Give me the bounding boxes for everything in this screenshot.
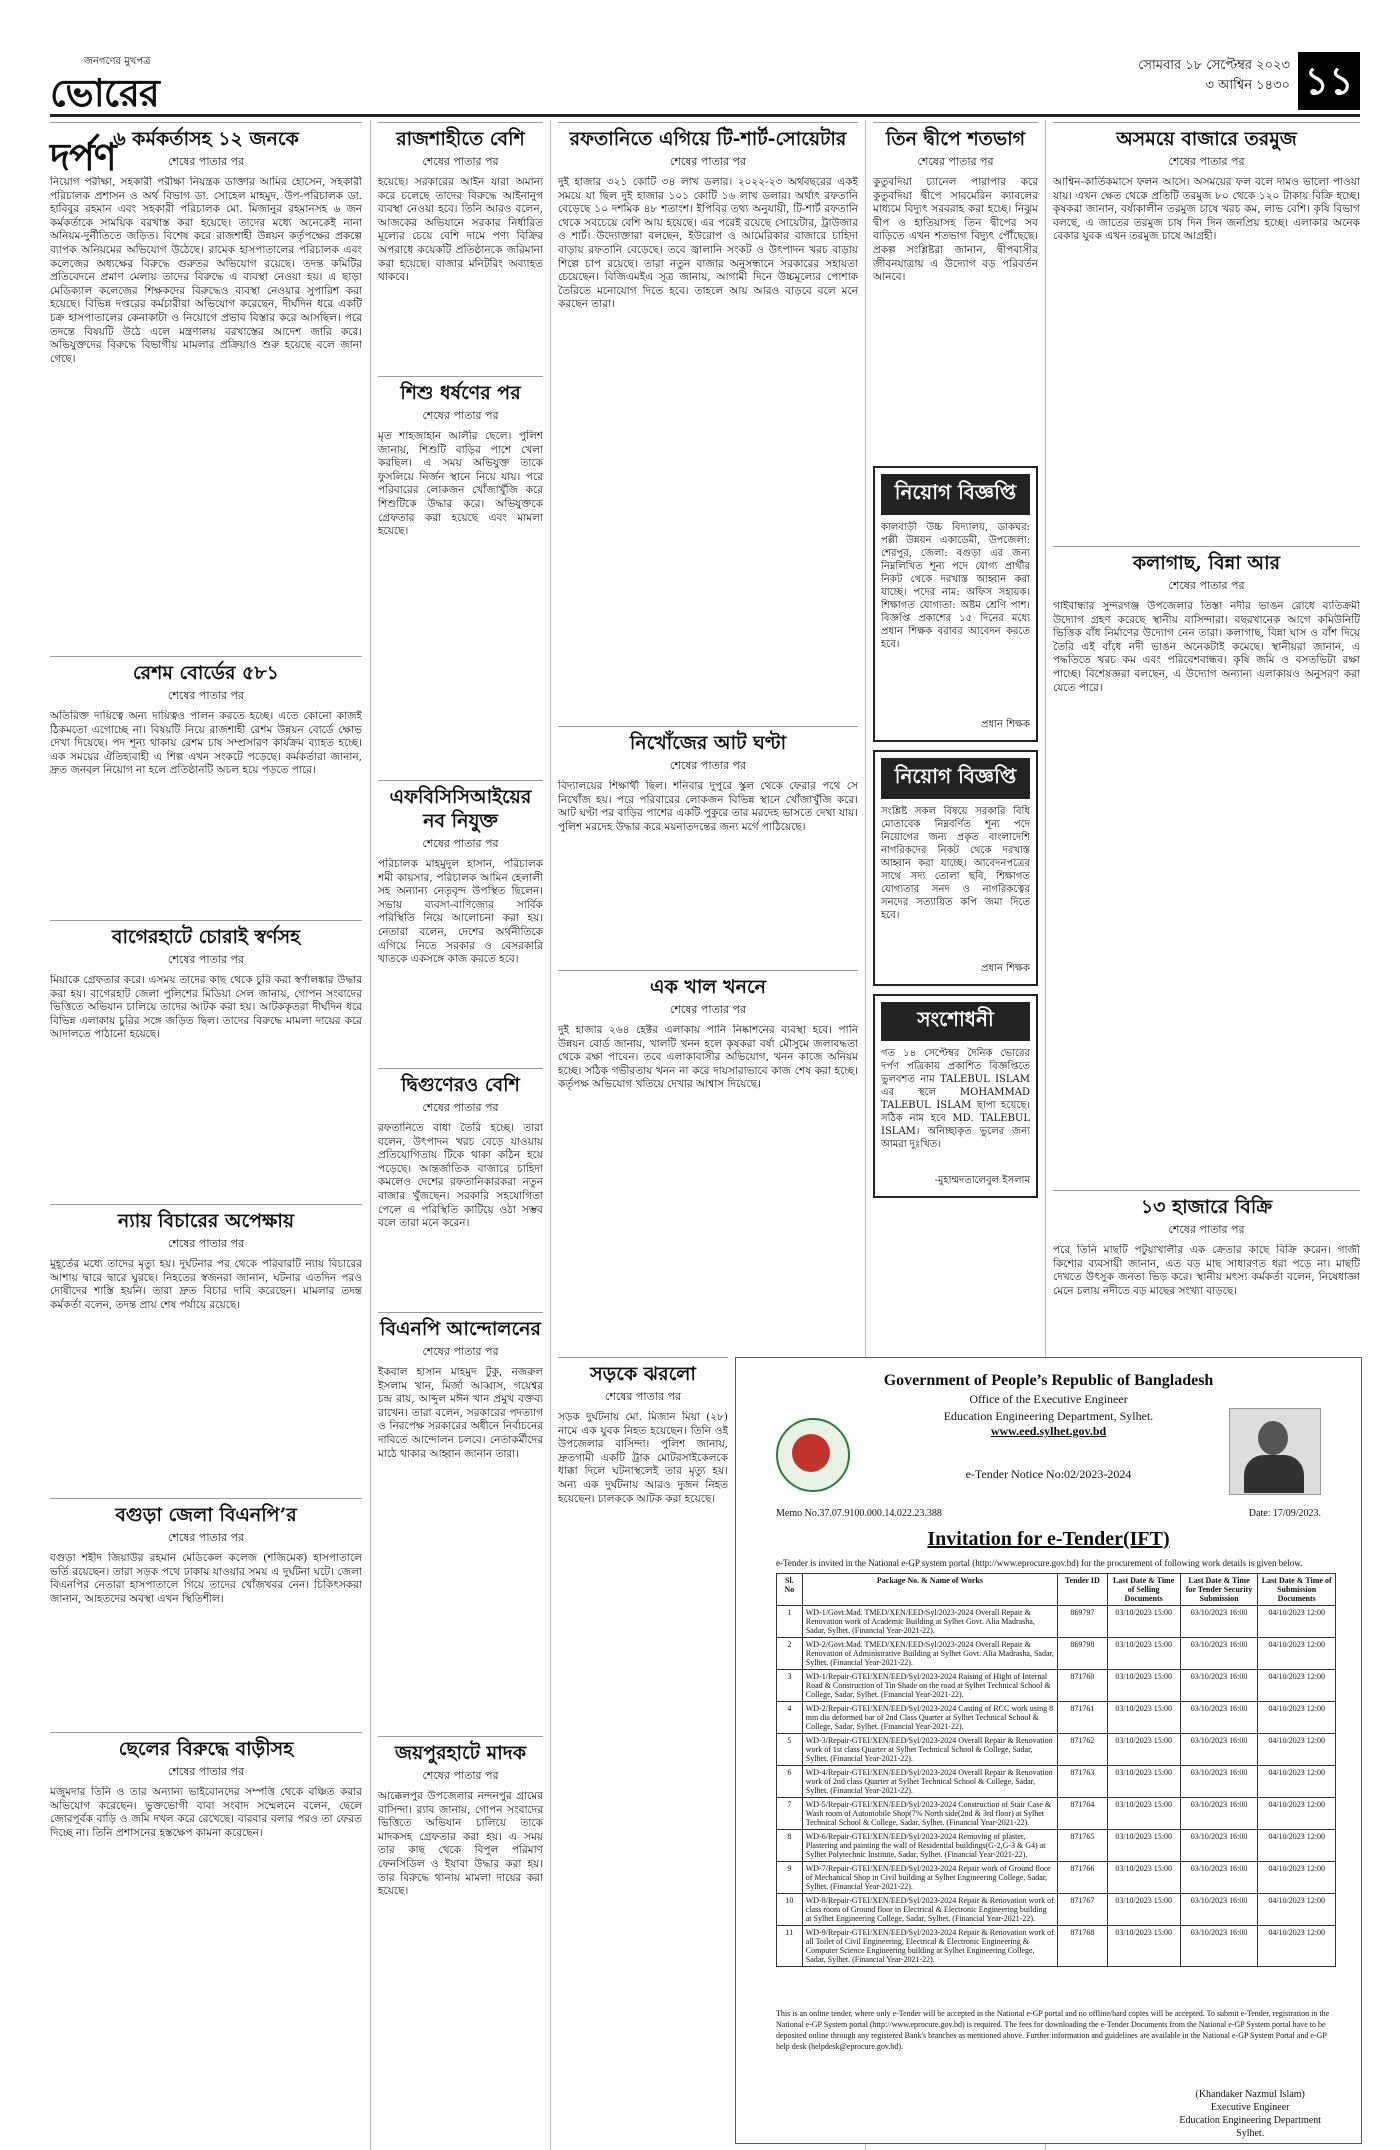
table-cell-sl: 4 [777, 1702, 803, 1734]
tender-office: Office of the Executive Engineer [969, 1392, 1128, 1406]
table-row [777, 1638, 1336, 1670]
table-cell-sec: 03/10/2023 16:00 [1180, 1702, 1258, 1734]
story-body: নিয়োগ পরীক্ষা, সহকারী পরীক্ষা নিয়ন্ত্রক ডাক্তার আমির হোসেন, সহকারী পরিচালক প্রশাসন ও অর্থ বিভাগ ডা. সোহেল মাহমুদ, উপ-পরিচালক ডা. হাবিবুর রহমান এবং সহকারী পরিচালক মো. মিজানুর রহমানসহ ৬ জন কর্মকর্তাকে সাময়িক বরখাস্ত করা হয়েছে। তাদের মধ্যে অনেকেই নানা অনিয়ম-দুর্নীতিতে জড়িত। বিশেষ করে রাজশাহী উন্নয়ন কর্তৃপক্ষের প্রকল্পে ব্যাপক অনিয়মের অভিযোগ উঠেছে। রামেক হাসপাতালের পরিচালক এবং কলেজের অধ্যক্ষের বিরুদ্ধে গুরুতর অভিযোগ রয়েছে। তদন্ত কমিটির প্রতিবেদনে প্রমাণ মেলায় তাদের বিরুদ্ধে এ ব্যবস্থা নেওয়া হয়। এ ছাড়া মেডিক্যাল কলেজের শিক্ষকদের বিরুদ্ধেও ব্যবস্থা নেওয়ার সুপারিশ করা হয়েছে। বিভিন্ন দপ্তরের কর্মচারীরা অভিযোগ করেছেন, দীর্ঘদিন ধরে একটি চক্র হাসপাতালের কেনাকাটা ও নিয়োগে প্রভাব বিস্তার করে আসছিল। পরে তদন্তে বিষয়টি উঠে এলে মন্ত্রণালয় বরখাস্তের আদেশ জারি করে। অভিযুক্তদের বিরুদ্ধে বিভাগীয় মামলার প্রক্রিয়াও শুরু হয়েছে বলে জানা গেছে। [50, 176, 362, 365]
story-body: রফতানিতে বাধা তৈরি হচ্ছে। তারা বলেন, উৎপাদন খরচ বেড়ে যাওয়ায় প্রতিযোগিতায় টিকে থাকা কঠিন হয়ে পড়েছে। আন্তর্জাতিক বাজারে চাহিদা কমলেও দেশের রফতানিকারকরা নতুন বাজার খুঁজছেন। সরকারি সহযোগিতা পেলে এ পরিস্থিতি কাটিয়ে ওঠা সম্ভব বলে তারা মনে করেন। [378, 1122, 543, 1230]
continued-label: শেষের পাতার পর [422, 409, 499, 422]
story-bogura-bnp [50, 1498, 362, 1722]
story-body: মুহূর্তের মধ্যে তাদের মৃত্যু হয়। দুর্ঘটনার পর থেকে পরিবারটি ন্যায় বিচারের আশায় দ্বারে দ্বারে ঘুরছে। নিহতের স্বজনরা জানান, ঘটনার এতদিন পরও দোষীদের শাস্তি হয়নি। তারা দ্রুত বিচার দাবি করেছেন। মামলার তদন্ত কর্মকর্তা বলেন, তদন্ত প্রায় শেষ পর্যায়ে রয়েছে। [50, 1258, 362, 1311]
continued-label: শেষের পাতার পর [167, 155, 245, 168]
story-banana-tree [1053, 546, 1360, 1180]
continued-label: শেষের পাতার পর [167, 1237, 245, 1250]
continued-label: শেষের পাতার পর [669, 1003, 747, 1016]
table-cell-sec: 03/10/2023 16:00 [1180, 1894, 1258, 1926]
logo-text: ভোরের দর্পণ [50, 70, 159, 179]
tender-website-link[interactable]: www.eed.sylhet.gov.bd [990, 1424, 1107, 1438]
table-cell-work: WD-5/Repair-GTEI/XEN/EED/Syl/2023-2024 Construction of Stair Case & Wash room of Automobile Shop(7% North side(2nd & 3rd floor) at Sylhet Technical School & College, Sadar, Sylhet. (Financial Year-2021-22). [802, 1798, 1057, 1830]
story-headline: ৬ কর্মকর্তাসহ ১২ জনকে [50, 122, 362, 151]
column-3 [558, 122, 858, 1334]
signer-place: Sylhet. [1236, 2128, 1265, 2139]
table-row [777, 1926, 1336, 1967]
col-header: Last Date & Time of Submission Documents [1258, 1574, 1336, 1606]
story-double [378, 1068, 543, 1302]
continued-label: শেষের পাতার পর [917, 155, 994, 168]
table-cell-work: WD-2/Govt.Mad. TMED/XEN/EED/Syl/2023-2024 Overall Repair & Renovation of Administrative Building at Sylhet Govt. Alia Madrasha, Sadar, Sylhet. (Financial Year-2021-22). [802, 1638, 1057, 1670]
table-cell-sl: 10 [777, 1894, 803, 1926]
continued-label: শেষের পাতার পর [422, 1101, 499, 1114]
continued-label: শেষের পাতার পর [422, 837, 499, 850]
story-body: মিয়াকে গ্রেফতার করে। এসময় তাদের কাছ থেকে চুরি করা স্বর্ণালঙ্কার উদ্ধার করা হয়। বাগেরহাট জেলা পুলিশের মিডিয়া সেল জানায়, গোপন সংবাদের ভিত্তিতে অভিযান চালিয়ে তাদের আটক করা হয়। আটককৃতরা দীর্ঘদিন ধরে বিভিন্ন এলাকায় চুরির সঙ্গে জড়িত ছিল। তাদের বিরুদ্ধে মামলা দায়ের করে আদালতে পাঠানো হয়েছে। [50, 974, 362, 1041]
table-cell-sub: 04/10/2023 12:00 [1258, 1894, 1336, 1926]
story-headline: ১৩ হাজারে বিক্রি [1053, 1190, 1360, 1219]
table-cell-sell: 03/10/2023 15:00 [1107, 1926, 1180, 1967]
column-3-bottom [558, 1357, 728, 2121]
table-cell-sec: 03/10/2023 16:00 [1180, 1766, 1258, 1798]
table-cell-sl: 8 [777, 1830, 803, 1862]
table-cell-sell: 03/10/2023 15:00 [1107, 1638, 1180, 1670]
story-body: বগুড়া শহীদ জিয়াউর রহমান মেডিকেল কলেজ (শজিমেক) হাসপাতালে ভর্তি রয়েছেন। তারা সড়ক পথে ঢাকায় যাওয়ার সময় এ দুর্ঘটনা ঘটে। জেলা বিএনপির নেতারা হাসপাতালে গিয়ে তাদের খোঁজখবর নেন। চিকিৎসকরা জানান, আহতদের অবস্থা এখন স্থিতিশীল। [50, 1552, 362, 1605]
tender-table [776, 1573, 1336, 1967]
story-road-accident [558, 1357, 728, 2111]
table-cell-sec: 03/10/2023 16:00 [1180, 1638, 1258, 1670]
table-cell-sell: 03/10/2023 15:00 [1107, 1702, 1180, 1734]
column-1 [50, 122, 362, 2026]
story-headline: সড়কে ঝরলো [558, 1357, 728, 1386]
table-cell-id: 871765 [1058, 1830, 1107, 1862]
table-cell-sell: 03/10/2023 15:00 [1107, 1670, 1180, 1702]
table-cell-sub: 04/10/2023 12:00 [1258, 1734, 1336, 1766]
story-headline: এক খাল খননে [558, 970, 858, 999]
table-cell-sl: 6 [777, 1766, 803, 1798]
table-row [777, 1894, 1336, 1926]
ad-signature: প্রধান শিক্ষক [981, 963, 1030, 974]
ad-signature: প্রধান শিক্ষক [981, 719, 1030, 730]
table-cell-work: WD-4/Repair-GTEI/XEN/EED/Syl/2023-2024 Overall Repair & Renovation work of 2nd class Quarter at Sylhet Technical School & College, Sadar, Sylhet. (Financial Year-2021-22). [802, 1766, 1057, 1798]
table-cell-sl: 5 [777, 1734, 803, 1766]
story-headline: বগুড়া জেলা বিএনপি’র [50, 1498, 362, 1527]
story-headline: তিন দ্বীপে শতভাগ [873, 122, 1038, 151]
story-three-islands [873, 122, 1038, 456]
table-cell-sub: 04/10/2023 12:00 [1258, 1766, 1336, 1798]
table-cell-sl: 9 [777, 1862, 803, 1894]
date-line-2: ৩ আশ্বিন ১৪৩০ [1205, 78, 1290, 93]
table-cell-sl: 3 [777, 1670, 803, 1702]
table-cell-sl: 11 [777, 1926, 803, 1967]
story-body: ইকবাল হাসান মাহমুদ টুকু, নজরুল ইসলাম খান, মির্জা আব্বাস, গয়েশ্বর চন্দ্র রায়, আব্দুল মঈন খান প্রমুখ বক্তব্য রাখেন। তারা বলেন, সরকারের পদত্যাগ ও নিরপেক্ষ সরকারের অধীনে নির্বাচনের দাবিতে আন্দোলন চলবে। নেতাকর্মীদের মাঠে থাকার আহ্বান জানান তারা। [378, 1366, 543, 1460]
table-cell-id: 871764 [1058, 1798, 1107, 1830]
story-body: মৃত শাহজাহান আলীর ছেলে। পুলিশ জানায়, শিশুটি বাড়ির পাশে খেলা করছিল। এ সময় অভিযুক্ত তাকে ফুসলিয়ে নির্জন স্থানে নিয়ে যায়। পরে পরিবারের লোকজন খোঁজাখুঁজি করে শিশুটিকে উদ্ধার করে। অভিযুক্তকে গ্রেফতার করা হয়েছে এবং মামলা হয়েছে। [378, 430, 543, 538]
continued-label: শেষের পাতার পর [604, 1390, 682, 1403]
col-header: Last Date & Time for Tender Security Submission [1180, 1574, 1258, 1606]
table-cell-id: 871761 [1058, 1702, 1107, 1734]
table-cell-sell: 03/10/2023 15:00 [1107, 1830, 1180, 1862]
table-cell-sell: 03/10/2023 15:00 [1107, 1734, 1180, 1766]
continued-label: শেষের পাতার পর [167, 689, 245, 702]
table-row [777, 1862, 1336, 1894]
table-cell-work: WD-1/Govt.Mad. TMED/XEN/EED/Syl/2023-2024 Overall Repair & Renovation work of Academic Building at Sylhet Govt. Alia Madrasha, Sadar, Sylhet. (Financial Year-2021-22). [802, 1606, 1057, 1638]
story-son-house [50, 1732, 362, 2016]
story-body: পরে তিনি মাছটি পটুয়াখালীর এক ক্রেতার কাছে বিক্রি করেন। গাজী কিশোর ব্যবসায়ী জানান, এত বড় মাছ সাধারণত ধরা পড়ে না। মাছটি দেখতে উৎসুক জনতা ভিড় করে। স্থানীয় মৎস্য কর্মকর্তা বলেন, নিষেধাজ্ঞা মেনে চলায় নদীতে বড় মাছের সংখ্যা বাড়ছে। [1053, 1244, 1360, 1297]
table-cell-sub: 04/10/2023 12:00 [1258, 1926, 1336, 1967]
table-cell-work: WD-9/Repair-GTEI/XEN/EED/Syl/2023-2024 Repair & Renovation work of all Toilet of Civil Engineering, Electrical & Electronic Engineering & Computer Science Engineering building at Sylhet Engineering College, Sadar, Sylhet. (Financial Year-2021-22). [802, 1926, 1057, 1967]
story-13-thousand [1053, 1190, 1360, 1324]
column-2 [378, 122, 543, 2130]
story-bagerhat-gold [50, 920, 362, 1194]
table-cell-sec: 03/10/2023 16:00 [1180, 1606, 1258, 1638]
table-cell-id: 871768 [1058, 1926, 1107, 1967]
col-header: Package No. & Name of Works [802, 1574, 1057, 1606]
table-cell-sec: 03/10/2023 16:00 [1180, 1670, 1258, 1702]
table-cell-sec: 03/10/2023 16:00 [1180, 1830, 1258, 1862]
table-cell-id: 871763 [1058, 1766, 1107, 1798]
table-cell-work: WD-1/Repair-GTEI/XEN/EED/Syl/2023-2024 Raising of Hight of Internal Road & Construction of Tin Shade on the road at Sylhet Technical School & College, Sadar, Sylhet. (Financial Year-2021-22). [802, 1670, 1057, 1702]
table-cell-sell: 03/10/2023 15:00 [1107, 1894, 1180, 1926]
table-cell-sl: 7 [777, 1798, 803, 1830]
issue-date [1138, 56, 1290, 96]
tender-notice-no: e-Tender Notice No:02/2023-2024 [965, 1467, 1132, 1481]
tender-intro: e-Tender is invited in the National e-GP system portal (http://www.eprocure.gov.bd) for the procurement of following work details is given below. [776, 1558, 1303, 1568]
table-cell-sub: 04/10/2023 12:00 [1258, 1830, 1336, 1862]
story-body: আক্কেলপুর উপজেলার নন্দনপুর গ্রামের বাসিন্দা। র‌্যাব জানায়, গোপন সংবাদের ভিত্তিতে অভিযান চালিয়ে তাকে মাদকসহ গ্রেফতার করা হয়। এ সময় তার কাছ থেকে বিপুল পরিমাণ ফেনসিডিল ও ইয়াবা উদ্ধার করা হয়। তার বিরুদ্ধে থানায় মামলা দায়ের করা হয়েছে। [378, 1790, 543, 1898]
story-missing [558, 726, 858, 960]
table-cell-sub: 04/10/2023 12:00 [1258, 1638, 1336, 1670]
continued-label: শেষের পাতার পর [1168, 155, 1245, 168]
table-cell-id: 871762 [1058, 1734, 1107, 1766]
table-cell-sell: 03/10/2023 15:00 [1107, 1766, 1180, 1798]
continued-label: শেষের পাতার পর [167, 1531, 245, 1544]
table-cell-sec: 03/10/2023 16:00 [1180, 1734, 1258, 1766]
continued-label: শেষের পাতার পর [669, 155, 747, 168]
logo-tagline: জনগণের মুখপত্র [84, 56, 151, 67]
story-headline: বাগেরহাটে চোরাই স্বর্ণসহ [50, 920, 362, 949]
table-row [777, 1670, 1336, 1702]
tender-memo: Memo No.37.07.9100.000.14.022.23.388 [776, 1508, 942, 1519]
story-headline: ন্যায় বিচারের অপেক্ষায় [50, 1204, 362, 1233]
ad-title: নিয়োগ বিজ্ঞপ্তি [881, 474, 1030, 515]
job-ad-1 [873, 466, 1038, 742]
col-header: Tender ID [1058, 1574, 1107, 1606]
table-cell-sell: 03/10/2023 15:00 [1107, 1798, 1180, 1830]
table-cell-sec: 03/10/2023 16:00 [1180, 1862, 1258, 1894]
table-row [777, 1798, 1336, 1830]
date-line-1: সোমবার ১৮ সেপ্টেম্বর ২০২৩ [1138, 58, 1290, 73]
signer-dept: Education Engineering Department [1179, 2115, 1321, 2126]
column-5 [1053, 122, 1360, 1334]
ad-body: কালবাড়ী উচ্চ বিদ্যালয়, ডাকঘর: পল্লী উন্নয়ন একাডেমী, উপজেলা: শেরপুর, জেলা: বগুড়া এর জন্য নিম্নলিখিত শূন্য পদে যোগ্য প্রার্থীর নিকট থেকে দরখাস্ত আহ্বান করা যাচ্ছে। পদের নাম: অফিস সহায়ক। শিক্ষাগত যোগ্যতা: অষ্টম শ্রেণি পাশ। বিজ্ঞপ্তি প্রকাশের ১৫ দিনের মধ্যে প্রধান শিক্ষক বরাবর আবেদন করতে হবে। [881, 522, 1030, 650]
continued-label: শেষের পাতার পর [422, 1769, 499, 1782]
continued-label: শেষের পাতার পর [1168, 579, 1245, 592]
table-row [777, 1734, 1336, 1766]
correction-signature: -মুহাম্মদতালেবুল ইসলাম [934, 1175, 1030, 1186]
story-headline: বিএনপি আন্দোলনের [378, 1312, 543, 1341]
story-body: আশ্বিন-কার্তিকমাসে ফলন আসে। অসময়ের ফল বলে দামও ভালো পাওয়া যায়। এখন ক্ষেত থেকে প্রতিটি তরমুজ ৮০ থেকে ১২০ টাকায় বিক্রি হচ্ছে। কৃষকরা জানান, বর্ষাকালীন তরমুজ চাষে খরচ কম, লাভ বেশি। কৃষি বিভাগ বলছে, এ জাতের তরমুজ চাষ দিন দিন জনপ্রিয় হচ্ছে। এলাকার অনেক বেকার যুবক এখন তরমুজ চাষে আগ্রহী। [1053, 176, 1360, 243]
story-rajshahi [378, 122, 543, 366]
tender-notice [735, 1357, 1362, 2144]
table-cell-id: 871760 [1058, 1670, 1107, 1702]
table-row [777, 1702, 1336, 1734]
portrait-photo [1229, 1408, 1321, 1495]
story-body: বিদ্যালয়ের শিক্ষার্থী ছিল। শনিবার দুপুরে স্কুল থেকে ফেরার পথে সে নিখোঁজ হয়। পরে পরিবারের লোকজন বিভিন্ন স্থানে খোঁজাখুঁজি করে। আট ঘণ্টা পর বাড়ির পাশের একটি পুকুরে তার মরদেহ ভাসতে দেখা যায়। পুলিশ মরদেহ উদ্ধার করে ময়নাতদন্তের জন্য মর্গে পাঠিয়েছে। [558, 780, 858, 833]
table-cell-work: WD-8/Repair-GTEI/XEN/EED/Syl/2023-2024 Repair & Renovation work of class room of Ground floor in Electrical & Electronic Engineering building at Sylhet Engineering College, Sadar, Sylhet. (Financial Year-2021-22). [802, 1894, 1057, 1926]
story-export-tshirt [558, 122, 858, 716]
tender-footer: This is an online tender, where only e-Tender will be accepted in the National e-GP portal and no offline/hard copies will be accepted. To submit e-Tender, registration in the National e-GP System portal (http://www.eprocure.gov.bd) is required. The fees for downloading the e-Tender Documents from the National e-GP System portal have to be deposited online through any registered Bank's branches as mentioned above. Further information and guidelines are available in the National e-GP System Portal and e-GP help desk (helpdesk@eprocure.gov.bd). [776, 2009, 1330, 2051]
continued-label: শেষের পাতার পর [422, 155, 499, 168]
story-headline: রফতানিতে এগিয়ে টি-শার্ট-সোয়েটার [558, 122, 858, 151]
story-headline: নিখোঁজের আট ঘণ্টা [558, 726, 858, 755]
story-headline: দ্বিগুণেরও বেশি [378, 1068, 543, 1097]
story-canal [558, 970, 858, 1324]
story-joypurhat-drug [378, 1736, 543, 2120]
table-cell-work: WD-7/Repair-GTEI/XEN/EED/Syl/2023-2024 Repair work of Ground floor of Mechanical Shop in Civil building at Sylhet Engineering College, Sadar, Sylhet. (Financial Year-2021-22). [802, 1862, 1057, 1894]
continued-label: শেষের পাতার পর [669, 759, 747, 772]
story-body: সড়ক দুর্ঘটনায় মো. মিজান মিয়া (২৮) নামে এক যুবক নিহত হয়েছেন। তিনি ওই উপজেলার বাসিন্দা। পুলিশ জানায়, দ্রুতগামী একটি ট্রাক মোটরসাইকেলকে ধাক্কা দিলে ঘটনাস্থলেই তার মৃত্যু হয়। অন্য এক দুর্ঘটনায় আরও দুজন নিহত হয়েছেন। চালককে আটক করা হয়েছে। [558, 1411, 728, 1505]
continued-label: শেষের পাতার পর [1168, 1223, 1245, 1236]
ad-body: সংশ্লিষ্ট সকল বিষয়ে সরকারি বিধি মোতাবেক নিম্নবর্ণিত শূন্য পদে নিয়োগের জন্য প্রকৃত বাংলাদেশি নাগরিকদের নিকট থেকে দরখাস্ত আহ্বান করা যাচ্ছে। আবেদনপত্রের সাথে সদ্য তোলা ছবি, শিক্ষাগত যোগ্যতার সনদ ও নাগরিকত্বের সনদের সত্যায়িত কপি জমা দিতে হবে। [881, 806, 1030, 921]
story-watermelon [1053, 122, 1360, 536]
column-divider [550, 120, 551, 2150]
story-justice-wait [50, 1204, 362, 1488]
continued-label: শেষের পাতার পর [422, 1345, 499, 1358]
table-cell-id: 871766 [1058, 1862, 1107, 1894]
story-headline: জয়পুরহাটে মাদক [378, 1736, 543, 1765]
government-emblem-icon [776, 1418, 850, 1492]
table-cell-id: 869797 [1058, 1606, 1107, 1638]
continued-label: শেষের পাতার পর [167, 953, 245, 966]
story-body: দুই হাজার ৩২১ কোটি ৩৪ লাখ ডলার। ২০২২-২৩ অর্থবছরের একই সময়ে যা ছিল দুই হাজার ১০১ কোটি ১৬ লাখ ডলার। অর্থাৎ রফতানি বেড়েছে ১০ দশমিক ৪৮ শতাংশ। ইপিবির তথ্য অনুযায়ী, টি-শার্ট রফতানি থেকে সবচেয়ে বেশি আয় হয়েছে। এর পরেই রয়েছে সোয়েটার, ট্রাউজার ও শার্ট। উদ্যোক্তারা বলছেন, ইউরোপ ও আমেরিকার বাজারে চাহিদা বাড়ায় রফতানি বেড়েছে। তবে জ্বালানি সংকট ও উৎপাদন খরচ বাড়ায় শিল্পে চাপ রয়েছে। তারা নতুন বাজার অনুসন্ধানে সরকারের সহায়তা চেয়েছেন। বিজিএমইএ সূত্র জানায়, আগামী দিনে উচ্চমূল্যের পোশাক তৈরিতে মনোযোগ দিতে হবে। তাহলে আয় আরও বাড়বে বলে মনে করছেন তারা। [558, 176, 858, 311]
correction-title: সংশোধনী [881, 1002, 1030, 1041]
story-child-abuse [378, 376, 543, 770]
table-cell-sec: 03/10/2023 16:00 [1180, 1798, 1258, 1830]
story-body: গাইবান্ধার সুন্দরগঞ্জ উপজেলার তিস্তা নদীর ভাঙন রোধে ব্যতিক্রমী উদ্যোগ গ্রহণ করেছে স্থানীয় বাসিন্দারা। বছরখানেক আগে কমিউনিটি ভিত্তিক বাঁধ নির্মাণের উদ্যোগ নেন তারা। কলাগাছ, বিন্না ঘাস ও বাঁশ দিয়ে তৈরি এই বাঁধে নদী ভাঙন অনেকটাই কমেছে। স্থানীয়রা জানান, এ পদ্ধতিতে খরচ কম এবং পরিবেশবান্ধব। কৃষি জমি ও বসতভিটা রক্ষা পাচ্ছে। বিশেষজ্ঞরা বলছেন, এ উদ্যোগ অন্যান্য এলাকায়ও অনুসরণ করা যেতে পারে। [1053, 600, 1360, 694]
table-cell-sub: 04/10/2023 12:00 [1258, 1862, 1336, 1894]
column-divider [370, 120, 371, 2150]
story-fbcci [378, 780, 543, 1058]
correction-notice [873, 994, 1038, 1198]
tender-gov-title: Government of People’s Republic of Bangladesh [883, 1372, 1214, 1389]
correction-body: গত ১৪ সেপ্টেম্বর দৈনিক ভোরের দর্পণ পত্রিকায় প্রকাশিত বিজ্ঞপ্তিতে ভুলবশত নাম TALEBUL ISLAM এর স্থলে MOHAMMAD TALEBUL ISLAM ছাপা হয়েছে। সঠিক নাম হবে MD. TALEBUL ISLAM। অনিচ্ছাকৃত ভুলের জন্য আমরা দুঃখিত। [881, 1048, 1030, 1150]
story-body: পরিচালক মাহমুদুল হাসান, পরিচালক শমী কায়সার, পরিচালক আমিন হেলালী সহ অন্যান্য নেতৃবৃন্দ উপস্থিত ছিলেন। সভায় ব্যবসা-বাণিজ্যের সার্বিক পরিস্থিতি নিয়ে আলোচনা করা হয়। নেতারা বলেন, দেশের অর্থনীতিকে এগিয়ে নিতে সরকার ও বেসরকারি খাতকে একসঙ্গে কাজ করতে হবে। [378, 858, 543, 966]
story-body: দুই হাজার ২৬৪ হেক্টর এলাকায় পানি নিষ্কাশনের ব্যবস্থা হবে। পানি উন্নয়ন বোর্ড জানায়, খালটি খনন হলে কৃষকরা বর্ষা মৌসুমে জলাবদ্ধতা থেকে রক্ষা পাবেন। তবে এলাকাবাসীর অভিযোগ, খনন কাজে অনিয়ম হচ্ছে। সঠিক গভীরতায় খনন না করে দায়সারাভাবে কাজ শেষ করা হচ্ছে। কর্তৃপক্ষ অভিযোগ খতিয়ে দেখার আশ্বাস দিয়েছে। [558, 1024, 858, 1091]
table-cell-sl: 1 [777, 1606, 803, 1638]
story-body: হয়েছে। সরকারের আইন যারা অমান্য করে চলেছে তাদের বিরুদ্ধে আইনানুগ ব্যবস্থা নেওয়া হবে। তিনি আরও বলেন, আজকের অভিযানে সরকার নির্ধারিত মূল্যের চেয়ে বেশি দামে পণ্য বিক্রির অপরাধে কয়েকটি প্রতিষ্ঠানকে জরিমানা করা হয়েছে। বাজার মনিটরিং অব্যাহত থাকবে। [378, 176, 543, 284]
story-silk-board [50, 656, 362, 910]
tender-dept: Education Engineering Department, Sylhet. [943, 1409, 1154, 1423]
table-cell-work: WD-6/Repair-GTEI/XEN/EED/Syl/2023-2024 Removing of plaster, Plastering and painting the wall of Residential buildings(G-2,G-3 & G4) at Sylhet Polytechnic Institute, Sadar, Sylhet. (Financial Year-2021-22). [802, 1830, 1057, 1862]
continued-label: শেষের পাতার পর [167, 1765, 245, 1778]
job-ad-2 [873, 750, 1038, 986]
table-cell-work: WD-3/Repair-GTEI/XEN/EED/Syl/2023-2024 Overall Repair & Renovation work of 1st class Quarter at Sylhet Technical School & College, Sadar, Sylhet. (Financial Year-2021-22). [802, 1734, 1057, 1766]
table-cell-sub: 04/10/2023 12:00 [1258, 1702, 1336, 1734]
tender-signature [1179, 2088, 1321, 2140]
story-body: মজুমদার তিনি ও তার অন্যান্য ভাইবোনদের সম্পত্তি থেকে বঞ্চিত করার অভিযোগ করেছেন। ভুক্তভোগী বাবা সংবাদ সম্মেলনে বলেন, ছেলে জোরপূর্বক বাড়ি ও জমি দখল করে রেখেছে। বারবার বলার পরও তা ফেরত দিচ্ছে না। তিনি প্রশাসনের হস্তক্ষেপ কামনা করেছেন। [50, 1786, 362, 1839]
table-cell-work: WD-2/Repair-GTEI/XEN/EED/Syl/2023-2024 Casting of RCC work using 8 mm dia deformed bar of 2nd Class Quarter at Sylhet Technical School & College, Sadar, Sylhet. (Financial Year-2021-22). [802, 1702, 1057, 1734]
story-officials-suspended [50, 122, 362, 646]
story-headline: রাজশাহীতে বেশি [378, 122, 543, 151]
story-headline: কলাগাছ, বিন্না আর [1053, 546, 1360, 575]
table-cell-sell: 03/10/2023 15:00 [1107, 1862, 1180, 1894]
story-headline: রেশম বোর্ডের ৫৮১ [50, 656, 362, 685]
table-cell-sell: 03/10/2023 15:00 [1107, 1606, 1180, 1638]
story-body: অতিরিক্ত দায়িত্বে অন্য দায়িত্বও পালন করতে হচ্ছে। এতে কোনো কাজই ঠিকমতো এগোচ্ছে না। বিষয়টি নিয়ে রাজশাহী রেশম উন্নয়ন বোর্ডে ক্ষোভ দেখা দিয়েছে। পদ শূন্য থাকায় রেশম চাষ সম্প্রসারণ কার্যক্রম ব্যাহত হচ্ছে। এক সময়ের ঐতিহ্যবাহী এ শিল্প এখন সংকটে পড়েছে। কর্মকর্তারা জানান, দ্রুত জনবল নিয়োগ না হলে প্রতিষ্ঠানটি অচল হয়ে পড়তে পারে। [50, 710, 362, 777]
table-cell-sub: 04/10/2023 12:00 [1258, 1798, 1336, 1830]
col-header: Sl. No [777, 1574, 803, 1606]
table-cell-id: 871767 [1058, 1894, 1107, 1926]
story-headline: এফবিসিসিআইয়ের নব নিযুক্ত [378, 780, 543, 833]
tender-date: Date: 17/09/2023. [1248, 1508, 1321, 1519]
story-headline: ছেলের বিরুদ্ধে বাড়ীসহ [50, 1732, 362, 1761]
table-cell-sl: 2 [777, 1638, 803, 1670]
signer-title: Executive Engineer [1210, 2102, 1290, 2113]
page-number: ১১ [1298, 52, 1360, 110]
story-bnp-movement [378, 1312, 543, 1726]
table-cell-sub: 04/10/2023 12:00 [1258, 1606, 1336, 1638]
table-row [777, 1606, 1336, 1638]
table-row [777, 1766, 1336, 1798]
signer-name: (Khandaker Nazmul Islam) [1195, 2089, 1305, 2100]
table-header-row [777, 1574, 1336, 1606]
story-body: কুতুবদিয়া চ্যানেল পারাপার করে কুতুবদিয়া দ্বীপে সাবমেরিন ক্যাবলের মাধ্যমে বিদ্যুৎ সরবরাহ করা হচ্ছে। নিঝুম দ্বীপ ও হাতিয়াসহ তিন দ্বীপের সব বাড়িতে এখন শতভাগ বিদ্যুৎ পৌঁছেছে। প্রকল্প সংশ্লিষ্টরা জানান, দ্বীপবাসীর জীবনযাত্রায় এ উদ্যোগ বড় পরিবর্তন আনবে। [873, 176, 1038, 284]
ad-title: নিয়োগ বিজ্ঞপ্তি [881, 758, 1030, 799]
col-header: Last Date & Time of Selling Documents [1107, 1574, 1180, 1606]
table-cell-sub: 04/10/2023 12:00 [1258, 1670, 1336, 1702]
story-headline: অসময়ে বাজারে তরমুজ [1053, 122, 1360, 151]
column-4 [873, 122, 1038, 1198]
table-cell-sec: 03/10/2023 16:00 [1180, 1926, 1258, 1967]
tender-title: Invitation for e-Tender(IFT) [927, 1528, 1170, 1550]
table-row [777, 1830, 1336, 1862]
table-cell-id: 869798 [1058, 1638, 1107, 1670]
story-headline: শিশু ধর্ষণের পর [378, 376, 543, 405]
